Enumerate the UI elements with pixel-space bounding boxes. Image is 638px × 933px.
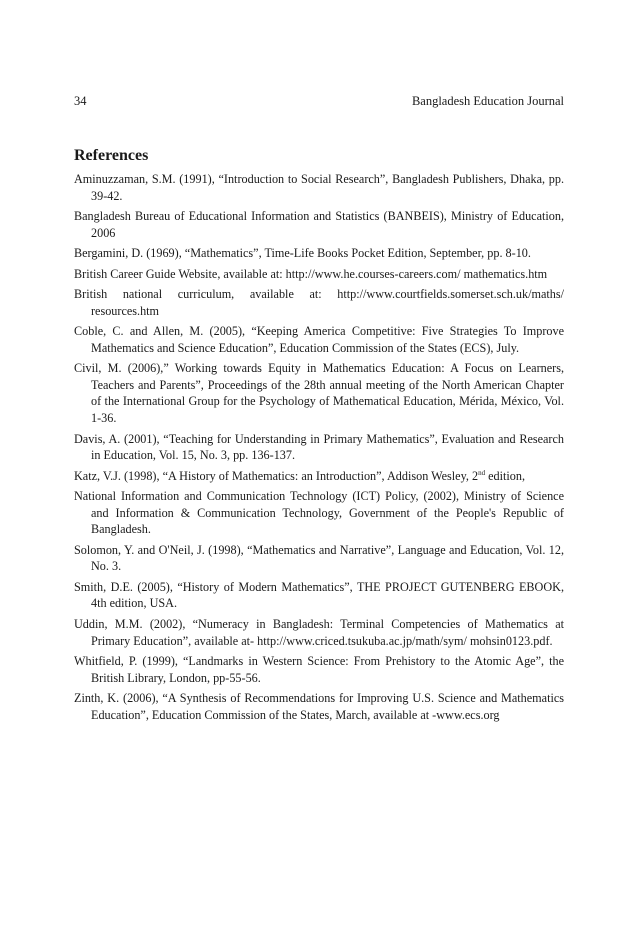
reference-item: British national curriculum, available at: http://www.courtfields.somerset.sch.uk/maths/ resources.htm [74,287,564,318]
reference-item-katz [74,468,564,485]
reference-list [74,171,564,727]
reference-item: Aminuzzaman, S.M. (1991), “Introduction to Social Research”, Bangladesh Publishers, Dhaka, pp. 39-42. [74,172,564,203]
reference-item: Coble, C. and Allen, M. (2005), “Keeping America Competitive: Five Strategies To Improve Mathematics and Science Education”, Education Commission of the States (ECS), July. [74,324,564,355]
katz-text: Katz, V.J. (1998), “A History of Mathematics: an Introduction”, Addison Wesley, 2 [74,468,479,483]
reference-item: Zinth, K. (2006), “A Synthesis of Recommendations for Improving U.S. Science and Mathematics Education”, Education Commission of the States, March, available at -www.ecs.org [74,691,564,722]
ordinal-superscript: nd [478,468,486,477]
reference-item: Solomon, Y. and O'Neil, J. (1998), “Mathematics and Narrative”, Language and Education, Vol. 12, No. 3. [74,542,564,574]
reference-item: Bergamini, D. (1969), “Mathematics”, Time-Life Books Pocket Edition, September, pp. 8-10. [74,246,531,261]
reference-item: National Information and Communication Technology (ICT) Policy, (2002), Ministry of Science and Information & Communication Technology, Government of the People's Republic of Bangladesh. [74,489,564,537]
page-number: 34 [74,94,87,108]
reference-item: Davis, A. (2001), “Teaching for Understanding in Primary Mathematics”, Evaluation and Research in Education, Vol. 15, No. 3, pp. 136-137. [74,431,564,463]
reference-item: Smith, D.E. (2005), “History of Modern Mathematics”, THE PROJECT GUTENBERG EBOOK, 4th edition, USA. [74,579,564,611]
reference-item: Civil, M. (2006),” Working towards Equity in Mathematics Education: A Focus on Learners, Teachers and Parents”, Proceedings of the 28th annual meeting of the North American Chapter of the International Group for the Psychology of Mathematical Education, Mérida, México, Vol. 1-36. [74,361,564,426]
reference-item: Whitfield, P. (1999), “Landmarks in Western Science: From Prehistory to the Atomic Age”, the British Library, London, pp-55-56. [74,654,564,685]
running-header [74,94,564,109]
references-heading: References [74,147,149,164]
reference-item: Bangladesh Bureau of Educational Information and Statistics (BANBEIS), Ministry of Education, 2006 [74,209,564,240]
reference-item: British Career Guide Website, available at: http://www.he.courses-careers.com/ mathematics.htm [74,266,548,281]
katz-text-end: edition, [485,468,526,483]
reference-item: Uddin, M.M. (2002), “Numeracy in Bangladesh: Terminal Competencies of Mathematics at Primary Education”, available at- http://www.criced.tsukuba.ac.jp/math/sym/ mohsin0123.pdf. [74,616,564,648]
journal-title: Bangladesh Education Journal [411,94,564,108]
